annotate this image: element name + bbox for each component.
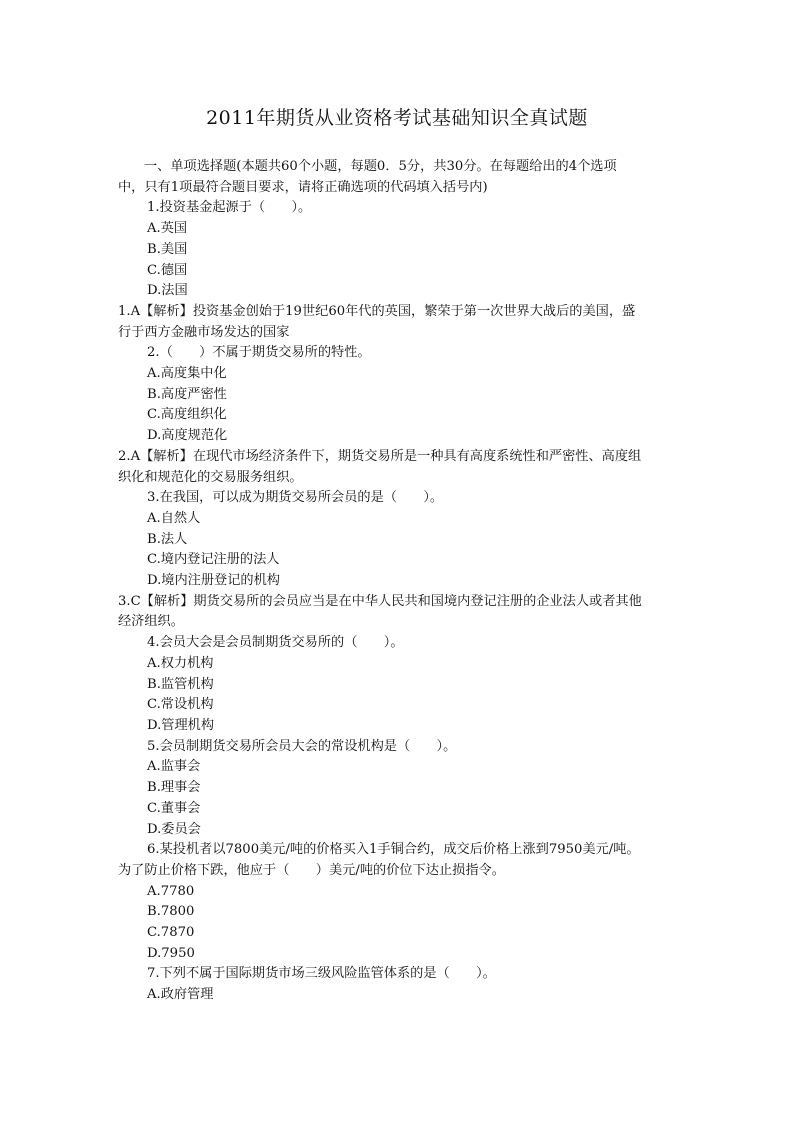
text-line: A.监事会 [147,759,201,775]
text-line: 7.下列不属于国际期货市场三级风险监管体系的是（ ）。 [147,966,496,982]
text-line: B.法人 [147,531,188,547]
text-line: B.监管机构 [147,676,214,692]
text-line: C.高度组织化 [147,407,227,423]
text-line: A.政府管理 [147,987,214,1003]
text-line: C.7870 [147,925,195,941]
text-line: 1.投资基金起源于（ ）。 [147,200,312,216]
text-line: A.自然人 [147,510,201,526]
text-line: 5.会员制期货交易所会员大会的常设机构是（ ）。 [147,738,457,754]
text-line: B.美国 [147,241,188,257]
text-line: 2.（ ）不属于期货交易所的特性。 [147,345,371,361]
text-line: 为了防止价格下跌，他应于（ ）美元/吨的价位下达止损指令。 [118,862,505,878]
text-line: 行于西方金融市场发达的国家 [118,324,290,340]
text-line: 4.会员大会是会员制期货交易所的（ ）。 [147,635,404,651]
text-line: 经济组织。 [118,614,184,630]
text-line: B.7800 [147,904,195,920]
text-line: C.董事会 [147,800,201,816]
text-line: D.法国 [147,283,188,299]
text-line: 中，只有1项最符合题目要求，请将正确选项的代码填入括号内) [118,179,488,195]
text-line: D.境内注册登记的机构 [147,573,280,589]
text-line: B.高度严密性 [147,386,227,402]
text-line: D.高度规范化 [147,428,228,444]
text-line: A.高度集中化 [147,366,227,382]
text-line: C.常设机构 [147,697,214,713]
text-line: A.权力机构 [147,655,214,671]
document-title: 2011年期货从业资格考试基础知识全真试题 [206,107,588,129]
text-line: D.管理机构 [147,717,215,733]
text-line: 织化和规范化的交易服务组织。 [118,469,303,485]
text-line: 2.A【解析】在现代市场经济条件下，期货交易所是一种具有高度系统性和严密性、高度组 [118,448,642,464]
text-line: 一、单项选择题(本题共60个小题，每题0．5分，共30分。在每题给出的4个选项 [144,159,617,174]
text-line: 6.某投机者以7800美元/吨的价格买入1手铜合约，成交后价格上涨到7950美元/吨。 [147,842,640,858]
text-line: C.境内登记注册的法人 [147,552,280,568]
text-line: 3.C【解析】期货交易所的会员应当是在中华人民共和国境内登记注册的企业法人或者其他 [118,593,642,609]
text-line: B.理事会 [147,780,201,796]
text-line: 1.A【解析】投资基金创始于19世纪60年代的英国，繁荣于第一次世界大战后的美国，盛 [118,303,636,319]
text-line: 3.在我国，可以成为期货交易所会员的是（ ）。 [147,490,444,506]
text-line: A.7780 [147,883,195,899]
document-body [118,157,680,1006]
text-line: D.委员会 [147,821,201,837]
text-line: A.英国 [147,221,188,237]
text-line: C.德国 [147,262,188,278]
text-line: D.7950 [147,945,195,961]
